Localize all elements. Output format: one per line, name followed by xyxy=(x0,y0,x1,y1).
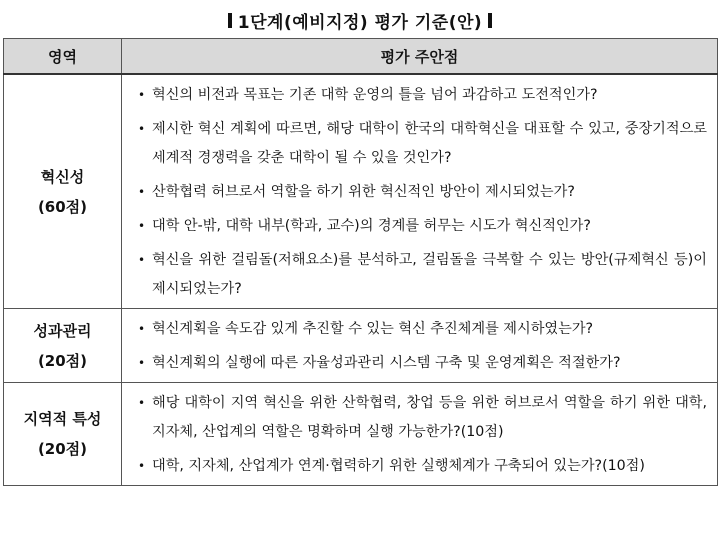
list-item xyxy=(138,452,707,481)
table-header-row xyxy=(4,39,718,75)
header-points: 평가 주안점 xyxy=(122,39,718,75)
title-left-bar xyxy=(228,13,232,28)
list-item-text: 해당 대학이 지역 혁신을 위한 산학협력, 창업 등을 위한 허브로서 역할을 하기 위한 대학, 지자체, 산업계의 역할은 명확하며 실행 가능한가?(10점) xyxy=(152,395,707,440)
points-cell xyxy=(122,309,718,383)
list-item xyxy=(138,246,707,304)
list-item xyxy=(138,115,707,173)
list-item xyxy=(138,81,707,110)
bullet-icon: • xyxy=(138,396,146,410)
list-item-text: 산학협력 허브로서 역할을 하기 위한 혁신적인 방안이 제시되었는가? xyxy=(152,184,575,200)
list-item xyxy=(138,315,707,344)
area-name: 지역적 특성 xyxy=(23,410,102,428)
bullet-icon: • xyxy=(138,356,146,370)
page-title xyxy=(0,0,720,38)
bullet-icon: • xyxy=(138,459,146,473)
points-cell xyxy=(122,383,718,486)
table-row xyxy=(4,383,718,486)
list-item-text: 제시한 혁신 계획에 따르면, 해당 대학이 한국의 대학혁신을 대표할 수 있고, 중장기적으로 세계적 경쟁력을 갖춘 대학이 될 수 있을 것인가? xyxy=(152,121,707,166)
list-item xyxy=(138,389,707,447)
bullet-icon: • xyxy=(138,122,146,136)
points-cell xyxy=(122,74,718,309)
list-item-text: 혁신계획을 속도감 있게 추진할 수 있는 혁신 추진체계를 제시하였는가? xyxy=(152,321,594,337)
list-item-text: 혁신을 위한 걸림돌(저해요소)를 분석하고, 걸림돌을 극복할 수 있는 방안(규제혁신 등)이 제시되었는가? xyxy=(152,252,707,297)
bullet-icon: • xyxy=(138,253,146,267)
points-list xyxy=(122,75,717,308)
evaluation-criteria-table xyxy=(3,38,718,486)
area-score: (20점) xyxy=(37,351,88,370)
points-list xyxy=(122,383,717,485)
list-item-text: 대학 안-밖, 대학 내부(학과, 교수)의 경계를 허무는 시도가 혁신적인가? xyxy=(152,218,591,234)
bullet-icon: • xyxy=(138,322,146,336)
area-cell xyxy=(4,74,122,309)
list-item-text: 혁신계획의 실행에 따른 자율성과관리 시스템 구축 및 운영계획은 적절한가? xyxy=(152,355,621,371)
bullet-icon: • xyxy=(138,185,146,199)
area-score: (60점) xyxy=(37,197,88,216)
bullet-icon: • xyxy=(138,219,146,233)
table-row xyxy=(4,74,718,309)
table-row xyxy=(4,309,718,383)
title-right-bar xyxy=(488,13,492,28)
header-area: 영역 xyxy=(4,39,122,75)
list-item xyxy=(138,212,707,241)
list-item-text: 대학, 지자체, 산업계가 연계·협력하기 위한 실행체계가 구축되어 있는가?(10점) xyxy=(152,458,645,474)
list-item xyxy=(138,349,707,378)
area-score: (20점) xyxy=(37,440,88,458)
page-title-text: 1단계(예비지정) 평가 기준(안) xyxy=(237,12,483,33)
list-item xyxy=(138,178,707,207)
area-name: 성과관리 xyxy=(33,321,92,340)
area-cell xyxy=(4,383,122,486)
area-cell xyxy=(4,309,122,383)
points-list xyxy=(122,309,717,382)
area-name: 혁신성 xyxy=(40,167,85,186)
list-item-text: 혁신의 비전과 목표는 기존 대학 운영의 틀을 넘어 과감하고 도전적인가? xyxy=(152,87,598,103)
bullet-icon: • xyxy=(138,88,146,102)
